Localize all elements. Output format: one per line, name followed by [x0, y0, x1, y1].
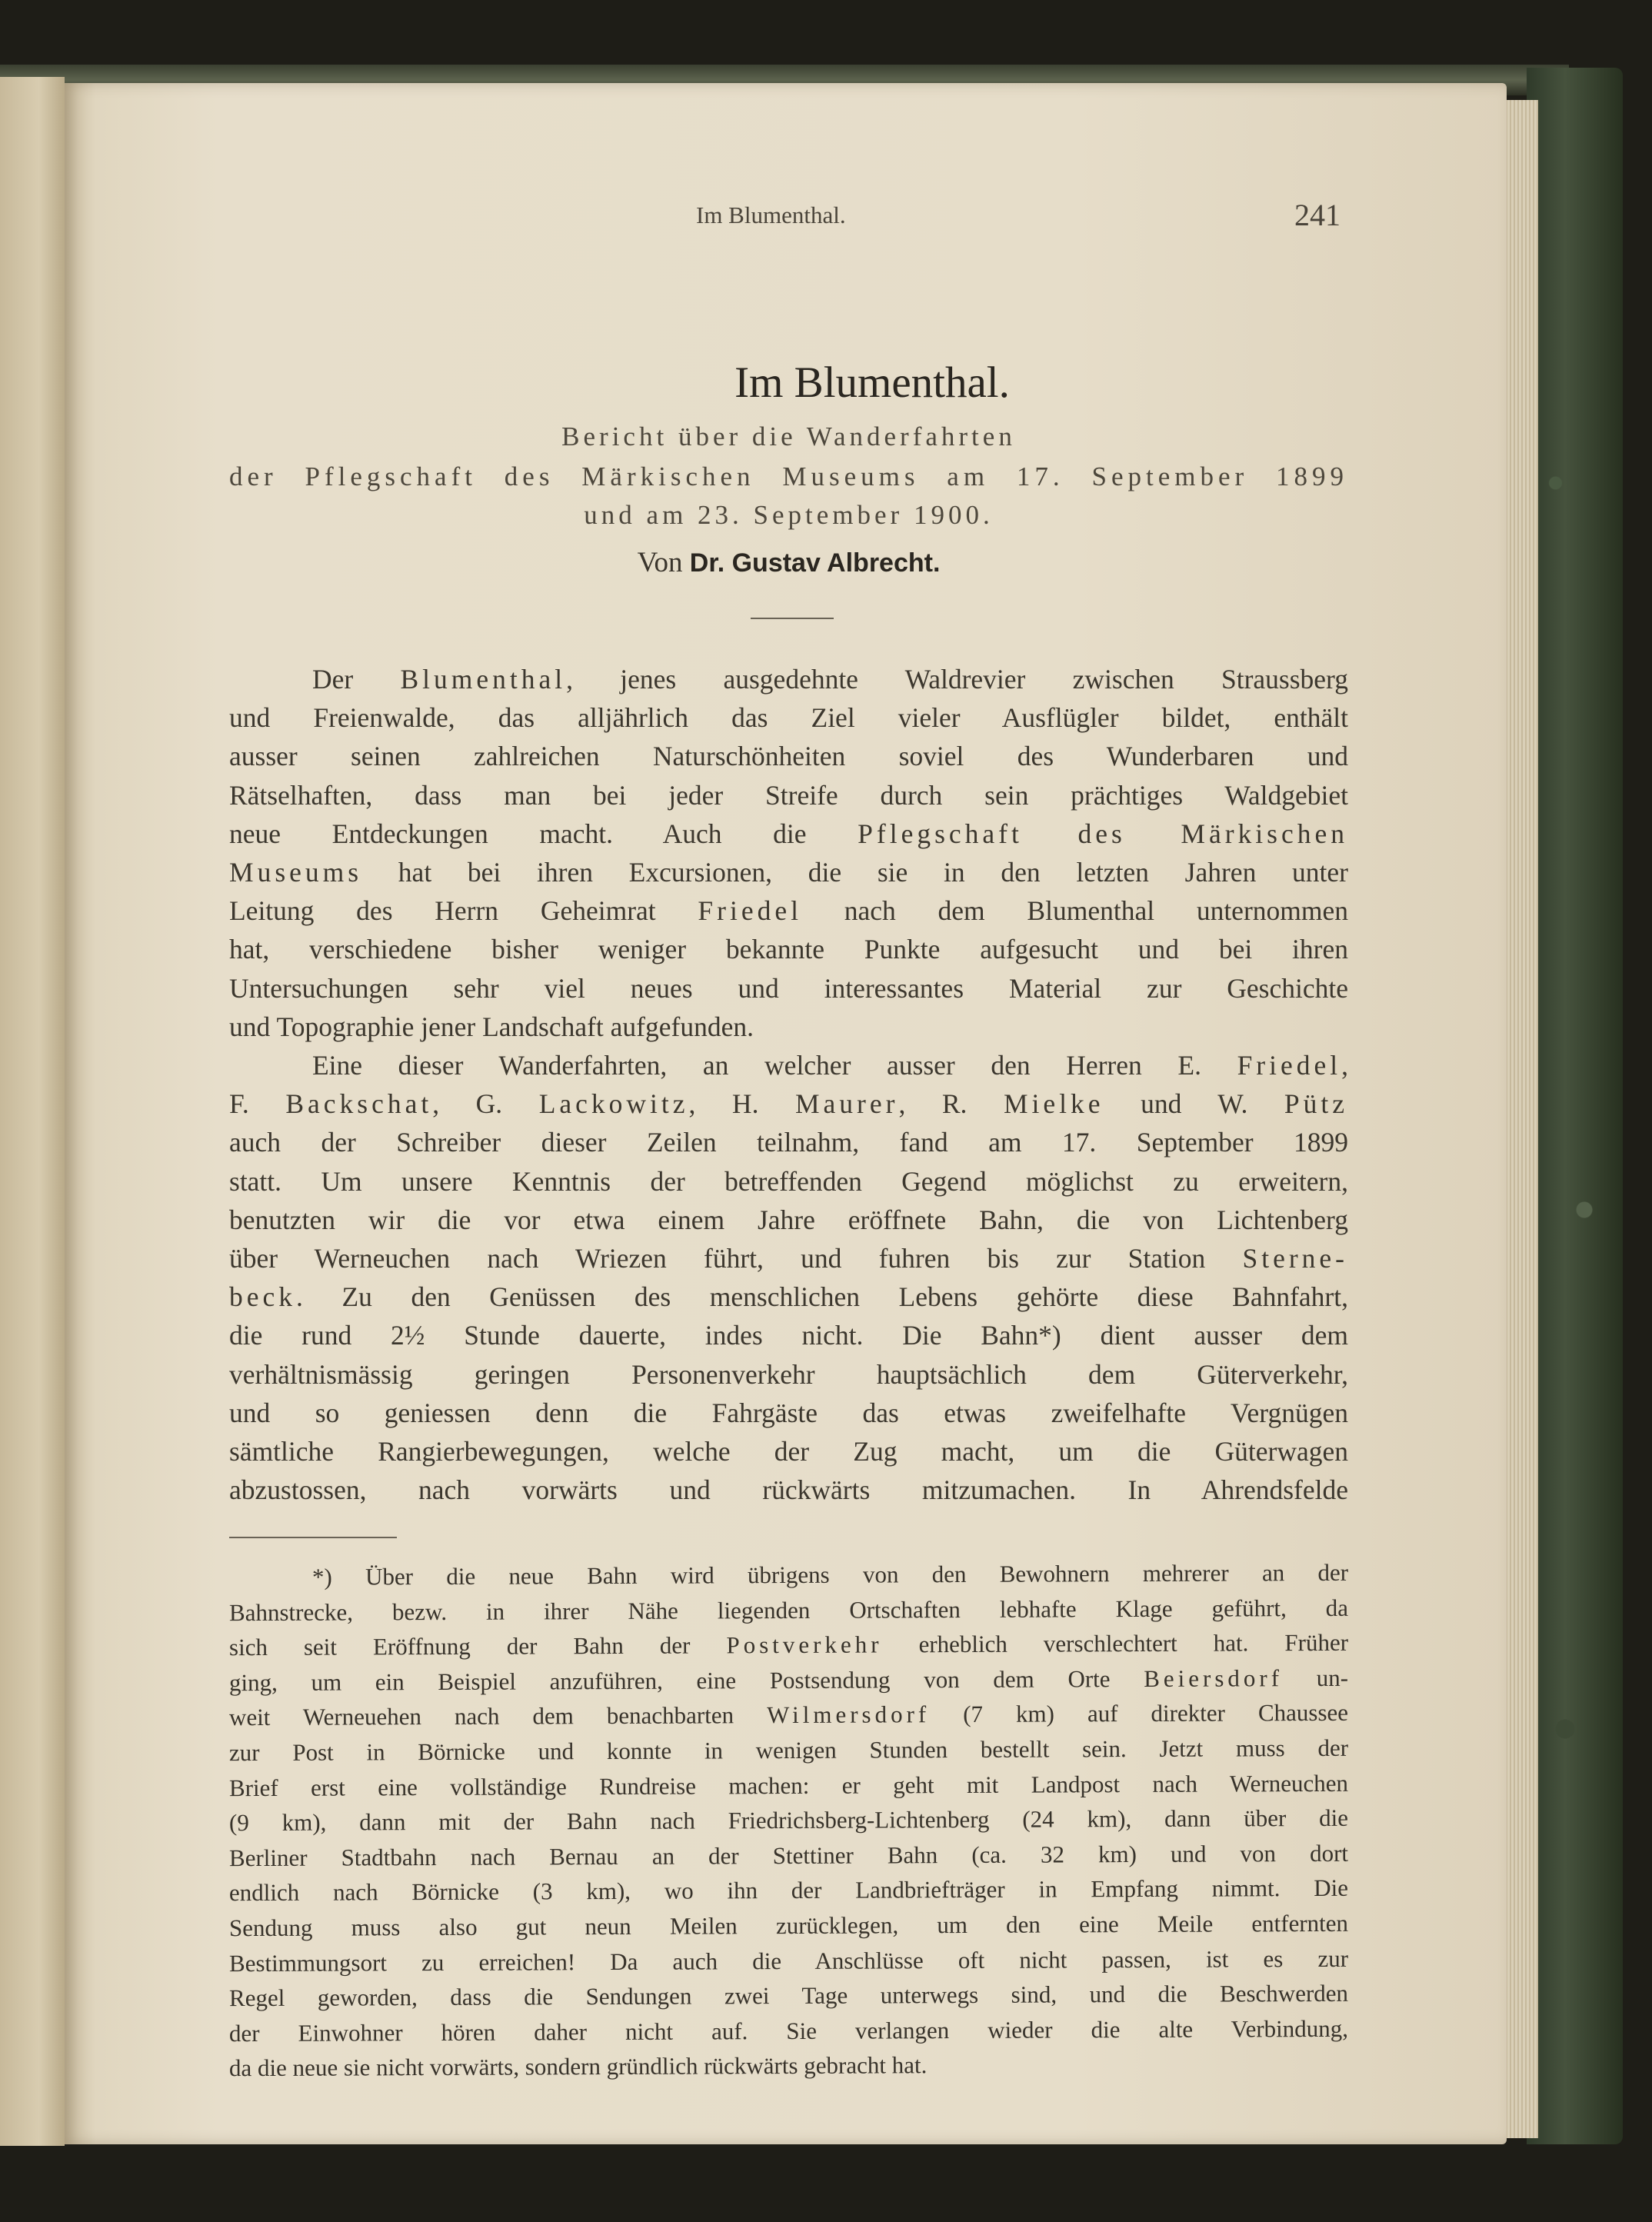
body-line: auch der Schreiber dieser Zeilen teilnahm, fand am 17. September 1899 — [229, 1127, 1348, 1158]
spaced-name: Postverkehr — [726, 1631, 883, 1659]
spaced-name: Beiersdorf — [1144, 1664, 1284, 1692]
footnote-line: Bahnstrecke, bezw. in ihrer Nähe liegenden Ortschaften lebhafte Klage geführt, da — [228, 1594, 1349, 1626]
spaced-name: Friedel — [698, 895, 802, 927]
body-line: sämtliche Rangierbewegungen, welche der Zug macht, um die Güterwagen — [229, 1436, 1348, 1467]
body-line: Leitung des Herrn Geheimrat Friedel nach dem Blumenthal unternommen — [229, 895, 1348, 927]
footnote-line: sich seit Eröffnung der Bahn der Postverkehr erheblich verschlechtert hat. Früher — [228, 1629, 1349, 1661]
spaced-name: beck — [229, 1281, 297, 1313]
spaced-name: Maurer — [794, 1088, 899, 1120]
footnote-line: endlich nach Börnicke (3 km), wo ihn der Landbriefträger in Empfang nimmt. Die — [228, 1874, 1349, 1907]
footnote-line: Bestimmungsort zu erreichen! Da auch die Anschlüsse oft nicht passen, ist es zur — [228, 1944, 1349, 1977]
body-line: verhältnismässig geringen Personenverkehr hauptsächlich dem Güterverkehr, — [229, 1358, 1348, 1390]
body-line: hat, verschiedene bisher weniger bekannte Punkte aufgesucht und bei ihren — [229, 934, 1348, 965]
subtitle-line: und am 23. September 1900. — [584, 500, 994, 530]
spaced-name: Blumenthal — [400, 664, 567, 695]
body-line: ausser seinen zahlreichen Naturschönheiten soviel des Wunderbaren und — [229, 741, 1348, 772]
footnote-line: (9 km), dann mit der Bahn nach Friedrichsberg-Lichtenberg (24 km), dann über die — [228, 1804, 1349, 1837]
footnote-line: der Einwohner hören daher nicht auf. Sie verlangen wieder die alte Verbindung, — [228, 2014, 1349, 2047]
body-line: abzustossen, nach vorwärts und rückwärts mitzumachen. In Ahrendsfelde — [229, 1474, 1348, 1506]
body-line: neue Entdeckungen macht. Auch die Pflegschaft des Märkischen — [229, 818, 1348, 849]
body-line: und so geniessen denn die Fahrgäste das etwas zweifelhafte Vergnügen — [229, 1397, 1348, 1428]
subtitle-line: der Pflegschaft des Märkischen Museums am 17. September 1899 — [229, 461, 1348, 491]
running-title: Im Blumenthal. — [696, 202, 846, 228]
body-line: benutzten wir die vor etwa einem Jahre eröffnete Bahn, die von Lichtenberg — [229, 1204, 1348, 1235]
spaced-name: Lackowitz — [538, 1088, 689, 1120]
footnote-line: Sendung muss also gut neun Meilen zurücklegen, um den eine Meile entfernten — [228, 1909, 1349, 1942]
body-line: F. Backschat, G. Lackowitz, H. Maurer, R. Mielke und W. Pütz — [229, 1088, 1349, 1120]
spaced-name: Museums — [229, 857, 363, 888]
spaced-name: Wilmersdorf — [766, 1701, 931, 1729]
footnote-line: Berliner Stadtbahn nach Bernau an der Stettiner Bahn (ca. 32 km) und von dort — [228, 1839, 1349, 1871]
body-line: statt. Um unsere Kenntnis der betreffenden Gegend möglichst zu erweitern, — [229, 1165, 1348, 1197]
footnote-line: zur Post in Börnicke und konnte in wenigen Stunden bestellt sein. Jetzt muss der — [228, 1734, 1349, 1767]
spaced-name: Pütz — [1284, 1088, 1349, 1120]
body-line: Untersuchungen sehr viel neues und interessantes Material zur Geschichte — [229, 972, 1348, 1004]
footnote-line: ging, um ein Beispiel anzuführen, eine Postsendung von dem Orte Beiersdorf un- — [228, 1664, 1349, 1696]
byline-prefix: Von — [637, 547, 690, 578]
body-text — [229, 660, 1348, 1509]
footnote-separator — [229, 1537, 397, 1538]
body-line: und Topographie jener Landschaft aufgefunden. — [229, 1011, 754, 1042]
footnote-line: da die neue sie nicht vorwärts, sondern gründlich rückwärts gebracht hat. — [228, 2051, 928, 2082]
spaced-name: Pflegschaft des Märkischen — [858, 818, 1348, 849]
page-header — [0, 198, 1652, 240]
spaced-name: Sterne- — [1242, 1243, 1348, 1274]
body-line: über Werneuchen nach Wriezen führt, und fuhren bis zur Station Sterne- — [229, 1243, 1348, 1274]
subtitle-line: Bericht über die Wanderfahrten — [561, 421, 1016, 451]
body-line: Eine dieser Wanderfahrten, an welcher ausser den Herren E. Friedel, — [312, 1050, 1348, 1081]
page-number: 241 — [1294, 198, 1341, 232]
footnote — [229, 1557, 1348, 2084]
body-line: Der Blumenthal, jenes ausgedehnte Waldrevier zwischen Straussberg — [312, 664, 1348, 695]
body-line: die rund 2½ Stunde dauerte, indes nicht. Die Bahn*) dient ausser dem — [229, 1320, 1348, 1351]
footnote-line: weit Werneuehen nach dem benachbarten Wilmersdorf (7 km) auf direkter Chaussee — [228, 1699, 1349, 1731]
author-name: Dr. Gustav Albrecht. — [689, 548, 941, 578]
footnote-line: Brief erst eine vollständige Rundreise machen: er geht mit Landpost nach Werneuchen — [228, 1769, 1349, 1801]
spaced-name: Friedel — [1237, 1050, 1342, 1081]
article-title: Im Blumenthal. — [734, 358, 1010, 407]
title-separator — [751, 618, 834, 619]
footnote-line: Regel geworden, dass die Sendungen zwei Tage unterwegs sind, und die Beschwerden — [228, 1979, 1349, 2012]
byline — [229, 546, 1348, 579]
spaced-name: Backschat — [285, 1088, 433, 1120]
footnote-line: *) Über die neue Bahn wird übrigens von den Bewohnern mehrerer an der — [311, 1558, 1349, 1591]
spaced-name: Mielke — [1003, 1088, 1104, 1120]
body-line: beck. Zu den Genüssen des menschlichen Lebens gehörte diese Bahnfahrt, — [229, 1281, 1348, 1313]
body-line: Museums hat bei ihren Excursionen, die sie in den letzten Jahren unter — [229, 857, 1348, 888]
body-line: und Freienwalde, das alljährlich das Ziel vieler Ausflügler bildet, enthält — [229, 702, 1348, 734]
body-line: Rätselhaften, dass man bei jeder Streife durch sein prächtiges Waldgebiet — [229, 779, 1348, 811]
